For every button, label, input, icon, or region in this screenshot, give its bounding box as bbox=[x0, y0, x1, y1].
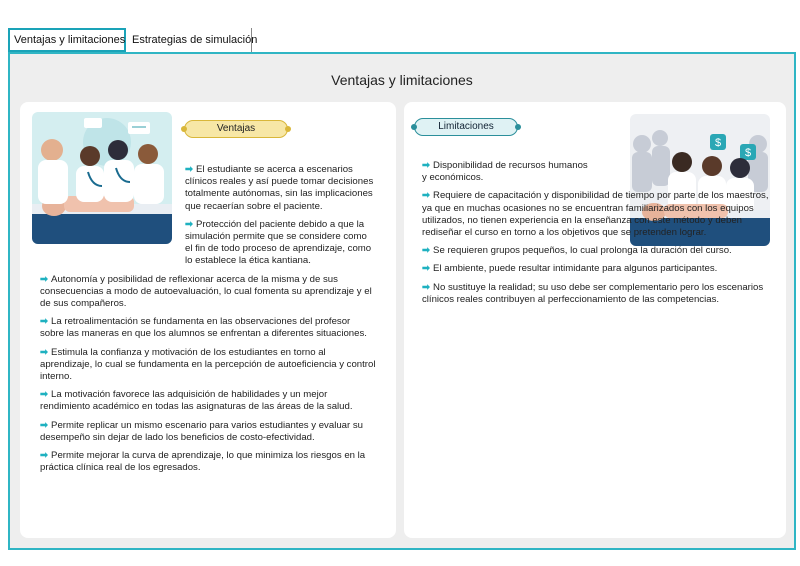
list-item: ➡ Protección del paciente debido a que la simulación permite que se considere como el fin de todo proceso de aprendizaje, como lo establece la ética kantiana. bbox=[185, 218, 372, 267]
arrow-right-icon: ➡ bbox=[40, 389, 49, 401]
ventajas-card bbox=[20, 102, 396, 538]
list-item: ➡ La motivación favorece las adquisición de habilidades y un mejor rendimiento académico en todas las asignaturas de las áreas de la salud. bbox=[40, 389, 353, 413]
arrow-right-icon: ➡ bbox=[40, 273, 49, 285]
arrow-right-icon: ➡ bbox=[422, 245, 431, 257]
tab-estrategias-de-simulacion[interactable]: Estrategias de simulación bbox=[126, 28, 252, 52]
list-item: ➡ El ambiente, puede resultar intimidante para algunos participantes. bbox=[422, 263, 718, 275]
svg-text:$: $ bbox=[714, 137, 722, 149]
arrow-right-icon: ➡ bbox=[422, 190, 431, 202]
ventajas-list bbox=[40, 164, 376, 480]
limitaciones-card bbox=[404, 102, 786, 538]
list-item: ➡ Permite replicar un mismo escenario para varios estudiantes y evaluar su desempeño sin dejar de lado los beneficios de costo-efectividad. bbox=[40, 419, 363, 443]
arrow-right-icon: ➡ bbox=[185, 164, 194, 175]
tab-bar bbox=[8, 28, 258, 52]
list-item: ➡ Se requieren grupos pequeños, lo cual prolonga la duración del curso. bbox=[422, 245, 732, 257]
list-item: ➡ Estimula la confianza y motivación de los estudiantes en torno al aprendizaje, lo cual se fundamenta en la percepción de autoeficiencia y control interno. bbox=[40, 346, 376, 383]
svg-text:$: $ bbox=[744, 147, 752, 159]
arrow-right-icon: ➡ bbox=[422, 160, 431, 171]
arrow-right-icon: ➡ bbox=[422, 263, 431, 275]
list-item: ➡ La retroalimentación se fundamenta en las observaciones del profesor sobre las maneras en que los alumnos se enfrentan a diferentes situaciones. bbox=[40, 316, 367, 340]
content-frame bbox=[8, 52, 796, 550]
tab-ventajas-y-limitaciones[interactable]: Ventajas y limitaciones bbox=[8, 28, 126, 52]
arrow-right-icon: ➡ bbox=[40, 419, 49, 431]
arrow-right-icon: ➡ bbox=[40, 450, 49, 462]
arrow-right-icon: ➡ bbox=[40, 316, 49, 328]
list-item: ➡ Disponibilidad de recursos humanos y económicos. bbox=[422, 160, 588, 184]
list-item: ➡ Requiere de capacitación y disponibilidad de tiempo por parte de los maestros, ya que en muchas ocasiones no se encuentran familiarizados con los equipos utilizados, no tienen experiencia en la enseñanza con este método y deben rediseñar el curso en torno a los objetivos que se pretenden lograr. bbox=[422, 190, 769, 239]
ventajas-label: Ventajas bbox=[184, 120, 288, 138]
list-item: ➡ No sustituye la realidad; su uso debe ser complementario pero los escenarios clínicos reales contribuyen al perfeccionamiento de las competencias. bbox=[422, 281, 764, 305]
arrow-right-icon: ➡ bbox=[185, 218, 194, 230]
list-item: ➡ El estudiante se acerca a escenarios clínicos reales y así puede tomar decisiones totalmente autónomas, sin las implicaciones que recaerían sobre el paciente. bbox=[185, 164, 374, 212]
limitaciones-list bbox=[422, 160, 770, 312]
arrow-right-icon: ➡ bbox=[422, 281, 431, 293]
limitaciones-label: Limitaciones bbox=[414, 118, 518, 136]
arrow-right-icon: ➡ bbox=[40, 346, 49, 358]
list-item: ➡ Permite mejorar la curva de aprendizaje, lo que minimiza los riesgos en la práctica clínica real de los egresados. bbox=[40, 450, 366, 474]
page-title: Ventajas y limitaciones bbox=[331, 72, 473, 88]
list-item: ➡ Autonomía y posibilidad de reflexionar acerca de la misma y de sus consecuencias a modo de autoevaluación, lo cual fomenta su aprendizaje y el de sus compañeros. bbox=[40, 273, 372, 310]
